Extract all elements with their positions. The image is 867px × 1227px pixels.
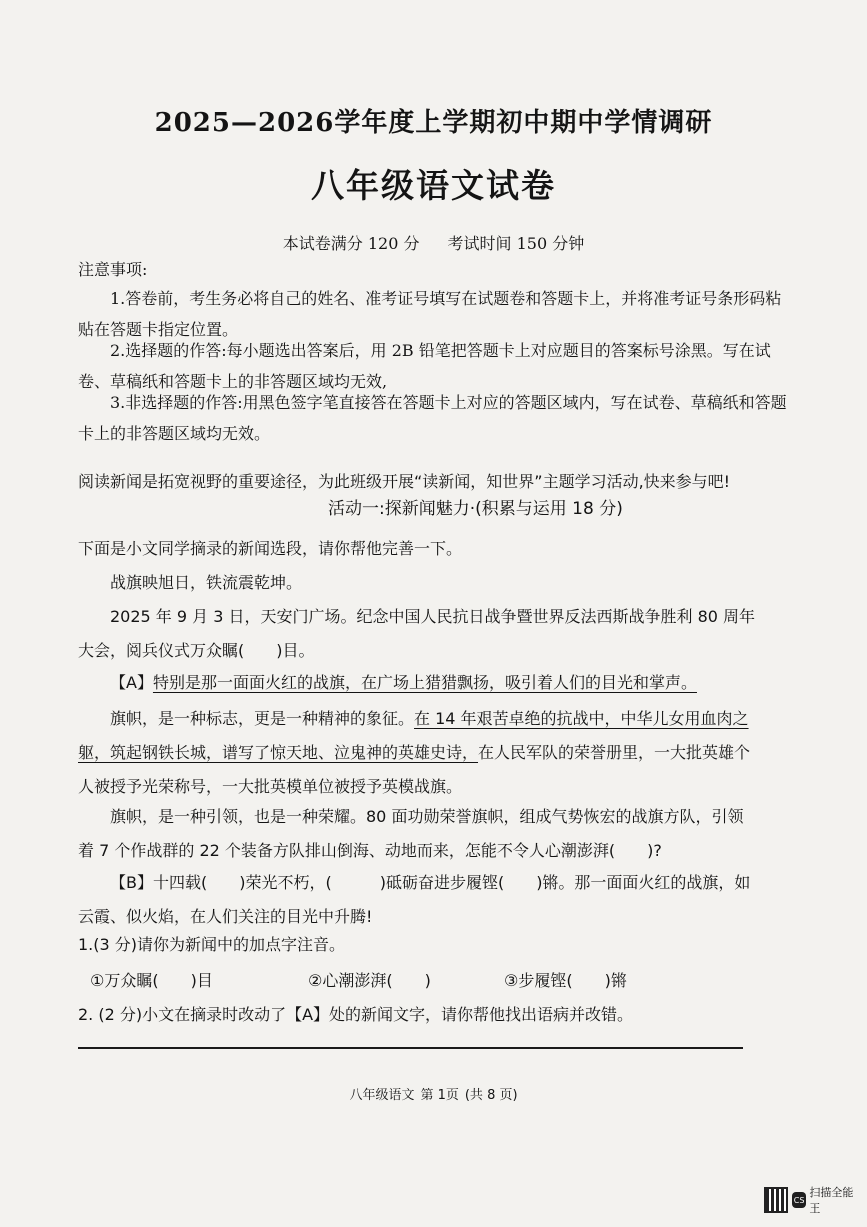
- news-paragraph: 旗帜，是一种引领，也是一种荣耀。80 面功勋荣誉旗帜，组成气势恢宏的战旗方队，引领着 7 个作战群的 22 个装备方队排山倒海、动地而来，怎能不令人心潮澎湃( )?: [78, 807, 744, 860]
- scanner-watermark: [764, 1183, 859, 1217]
- underlined-text: 在 14 年艰苦卓绝的抗战中，中华儿女用血肉之躯，筑起钢铁长城，谱写了惊天地、泣鬼神的英雄史诗，: [78, 709, 749, 762]
- exam-title: 2025—2026学年度上学期初中期中学情调研: [154, 108, 713, 138]
- footer-page: 第 1页: [420, 1088, 459, 1103]
- notice-item: 2.选择题的作答:每小题选出答案后，用 2B 铅笔把答题卡上对应题目的答案标号涂黑。写在试卷、草稿纸和答题卡上的非答题区域均无效,: [78, 341, 771, 391]
- q1-option: ③步履铿( )锵: [504, 971, 627, 990]
- full-score: 本试卷满分 120 分: [282, 234, 420, 253]
- exam-meta: [0, 231, 867, 254]
- news-text: 在人民军队的荣誉册里，一大批英雄个人被授予光荣称号，一大批英模单位被授予英模战旗。: [78, 743, 751, 796]
- q1-option: ②心潮澎湃( ): [308, 971, 431, 990]
- exam-time: 考试时间 150 分钟: [447, 234, 585, 253]
- sentence-a: 特别是那一面面火红的战旗，在广场上猎猎飘扬，吸引着人们的目光和掌声。: [152, 673, 697, 692]
- q1-option: ①万众瞩( )目: [90, 971, 213, 990]
- news-paragraph-a: [78, 666, 758, 700]
- page-footer: [0, 1084, 867, 1103]
- notice-title: 注意事项:: [78, 260, 148, 279]
- exam-subtitle: 八年级语文试卷: [311, 166, 556, 205]
- footer-subject: 八年级语文: [349, 1088, 415, 1103]
- label-a: 【A】: [110, 673, 153, 692]
- question-2: 2. (2 分)小文在摘录时改动了【A】处的新闻文字，请你帮他找出语病并改错。: [78, 1005, 634, 1024]
- news-headline: 战旗映旭日，铁流震乾坤。: [110, 573, 303, 592]
- qr-code-icon: [764, 1187, 788, 1213]
- news-text: 旗帜，是一种标志，更是一种精神的象征。: [110, 709, 415, 728]
- activity-heading: 活动一:探新闻魅力·(积累与运用 18 分): [328, 499, 623, 519]
- question-1: 1.(3 分)请你为新闻中的加点字注音。: [78, 935, 346, 954]
- answer-line: [78, 1047, 743, 1049]
- news-paragraph-b: 【B】十四载( )荣光不朽，( )砥砺奋进步履铿( )锵。那一面面火红的战旗，如云霞、似火焰，在人们关注的目光中升腾!: [78, 873, 751, 926]
- scanner-logo-text: 扫描全能王: [809, 1186, 854, 1215]
- footer-total: (共 8 页): [464, 1088, 518, 1103]
- prompt-text: 下面是小文同学摘录的新闻选段，请你帮他完善一下。: [78, 539, 463, 558]
- notice-item: 1.答卷前，考生务必将自己的姓名、准考证号填写在试题卷和答题卡上，并将准考证号条形码粘贴在答题卡指定位置。: [78, 289, 782, 339]
- news-paragraph: 2025 年 9 月 3 日，天安门广场。纪念中国人民抗日战争暨世界反法西斯战争胜利 80 周年大会，阅兵仪式万众瞩( )目。: [78, 607, 756, 660]
- activity-intro: 阅读新闻是拓宽视野的重要途径，为此班级开展“读新闻，知世界”主题学习活动,快来参与吧!: [78, 472, 731, 491]
- scanner-logo-icon: CS: [792, 1192, 806, 1208]
- news-paragraph: [78, 702, 758, 804]
- notice-item: 3.非选择题的作答:用黑色签字笔直接答在答题卡上对应的答题区域内，写在试卷、草稿纸和答题卡上的非答题区域均无效。: [78, 393, 787, 443]
